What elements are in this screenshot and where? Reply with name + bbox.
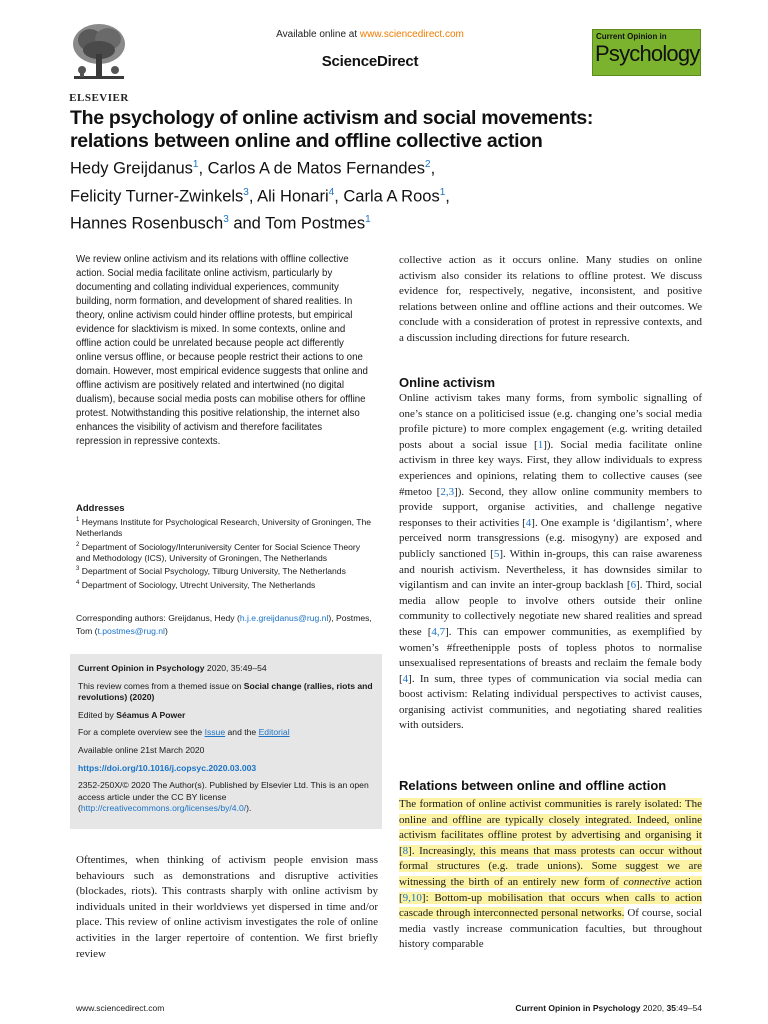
corresponding-authors [76, 612, 376, 638]
author-name: Tom Postmes [265, 214, 366, 233]
author-separator: , [198, 159, 208, 178]
highlighted-text: action [ [399, 875, 702, 904]
editorial-link[interactable]: Editorial [258, 727, 290, 738]
address-text: Department of Sociology/Interuniversity Center for Social Science Theory and Methodology (ICS), University of Groningen, The Netherlands [76, 541, 361, 563]
highlighted-italic: connective [623, 875, 671, 888]
highlighted-text: ]. Increasingly, this means that mass protests can occur without formal structures (e.g. trade unions). Some suggest we are witnessing the birth of an entirely new form of [399, 844, 702, 888]
paragraph-text: Online activism takes many forms, from symbolic signalling of one’s stance on a politicised issue (e.g. changing one’s social media profile picture) to more complex engagement (e.g. writing detailed posts about a social issue [ [399, 392, 702, 451]
address-item [76, 578, 376, 591]
reference-link[interactable]: 4 [525, 516, 532, 529]
reference-link[interactable]: 6 [630, 579, 637, 592]
title-line-1: The psychology of online activism and social movements: [70, 107, 594, 129]
citation-line [78, 663, 374, 675]
section-heading-online-activism: Online activism [399, 375, 496, 390]
abstract: We review online activism and its relations with offline collective action. Social media facilitate online activism, particularly by documenting and collating individual experiences, community building, norm formation, and development of shared realities. In theory, online activism could hinder offline protests, but empirical evidence for slacktivism is mixed. In some contexts, online and offline action could be unrelated because people act differently online versus offline, or because people restrict their actions to one domain. However, most empirical evidence suggests that online and offline activism are positively related and intertwined (no digital dualism), because social media posts can mobilise others for offline protest. Notwithstanding this positive relationship, the internet also enhances the visibility of activism and therefore facilitates repression in repressive contexts. [76, 254, 368, 447]
available-prefix: Available online at [276, 29, 360, 40]
corr-mid: ), Postmes, Tom ( [76, 613, 372, 636]
email-link[interactable]: h.j.e.greijdanus@rug.nl [239, 613, 329, 623]
highlighted-text: ]: Bottom-up mobilisation that occurs when calls to action cascade through interconnected personal networks. [399, 891, 702, 920]
intro-paragraph: Oftentimes, when thinking of activism people envision mass behaviours such as demonstrations and disruptive activities (blockades, riots). This contrasts sharply with online activism by individuals united in their worldviews yet dispersed in time and/or place. This review of online activism investigates the role of online activities in the larger repertoire of contention. We first briefly review [76, 854, 378, 960]
addresses-list [76, 515, 376, 591]
author-separator: , [248, 187, 258, 205]
address-item [76, 540, 376, 565]
citation-text: 2020, 35:49–54 [204, 663, 267, 673]
theme-prefix: This review comes from a themed issue on [78, 680, 244, 691]
relations-paragraph [399, 797, 702, 953]
affiliation-marker[interactable]: 4 [328, 186, 335, 198]
reference-link[interactable]: 4,7 [431, 625, 446, 638]
doi-link[interactable]: https://doi.org/10.1016/j.copsyc.2020.03.003 [78, 762, 257, 773]
paragraph-text: ]. Third, social media allow people to involve others outside their online community to collectively negotiate new shared realities and spread these [ [399, 579, 702, 638]
paragraph-text: ]. In sum, three types of communication via social media can boost activism: Relating individual perspectives to activist causes, organising activist communities, and negotiating shared realities with outsiders. [399, 672, 702, 732]
footer-volume: 35 [666, 1003, 676, 1013]
reference-link[interactable]: 5 [493, 547, 500, 560]
journal-badge-top: Current Opinion in [596, 32, 667, 41]
editor-name: Séamus A Power [116, 709, 186, 720]
author-separator: , [430, 159, 436, 178]
author-name: Hedy Greijdanus [70, 159, 193, 178]
platform-name: ScienceDirect [321, 53, 419, 70]
available-online [200, 29, 540, 40]
address-marker: 2 [76, 541, 80, 548]
author-list [70, 153, 710, 236]
paragraph-text: ]). Social media facilitate online activism in three key ways. First, they allow individuals to express experiences and opinions, relating them to collective causes (see #metoo [ [399, 438, 702, 498]
paragraph-text: ]). Second, they allow online community members to provide support, organise activities, and challenge negative responses to their activities [ [399, 485, 702, 529]
address-item [76, 515, 376, 540]
overview-prefix: For a complete overview see the [78, 727, 205, 738]
author-separator: , [445, 187, 450, 205]
theme-name: Social change (rallies, riots and revolutions) (2020) [78, 680, 373, 703]
email-link[interactable]: t.postmes@rug.nl [97, 626, 165, 636]
footer-url[interactable]: www.sciencedirect.com [76, 1003, 165, 1013]
elsevier-logo [68, 20, 130, 102]
affiliation-marker[interactable]: 3 [243, 186, 249, 198]
author-name: Ali Honari [257, 187, 329, 205]
affiliation-marker[interactable]: 3 [223, 214, 229, 225]
author-name: Carlos A de Matos Fernandes [207, 159, 426, 178]
reference-link[interactable]: 4 [402, 672, 409, 685]
elsevier-tree-icon [68, 20, 130, 86]
address-marker: 4 [76, 579, 80, 586]
address-text: Department of Social Psychology, Tilburg University, The Netherlands [81, 566, 346, 577]
publisher-logo-text: ELSEVIER [69, 92, 129, 104]
authors-line-2 [70, 181, 710, 209]
section-heading-relations: Relations between online and offline action [399, 778, 667, 793]
article-title [70, 107, 710, 153]
journal-name: Current Opinion in Psychology [78, 663, 205, 673]
author-separator: and [228, 214, 266, 233]
affiliation-marker[interactable]: 2 [425, 159, 431, 170]
paragraph-text: ]. This can empower communities, as exemplified by women’s #freethenipple posts of topless photos to normalise unsexualised representations of breasts and reclaim the female body [ [399, 625, 702, 685]
overview-and: and the [225, 727, 259, 738]
edited-prefix: Edited by [78, 709, 117, 720]
license-prefix: 2352-250X/© 2020 The Author(s). Published by Elsevier Ltd. This is an open access article under the CC BY license ( [78, 780, 369, 814]
paragraph-text: Of course, social media vastly increase communication faculties, but throughout history comparable [399, 907, 702, 951]
paragraph-text: ]. One example is ‘digilantism’, where perceived norm transgressions (e.g. misogyny) are exposed and publicly sanctioned [ [399, 516, 702, 560]
authors-line-3 [70, 208, 710, 236]
journal-badge-main: Psychology [595, 41, 700, 66]
editor-line [78, 710, 374, 722]
affiliation-marker[interactable]: 1 [365, 214, 371, 225]
address-marker: 3 [76, 566, 80, 573]
address-text: Department of Sociology, Utrecht University, The Netherlands [81, 579, 316, 590]
overview-line [78, 727, 374, 739]
address-item [76, 564, 376, 577]
reference-link[interactable]: 1 [537, 438, 544, 451]
license-link[interactable]: http://creativecommons.org/licenses/by/4.0/ [80, 803, 247, 814]
author-name: Carla A Roos [343, 187, 440, 205]
affiliation-marker[interactable]: 1 [439, 186, 446, 198]
reference-link[interactable]: 8 [402, 844, 409, 857]
license-suffix: ). [246, 803, 252, 814]
issue-link[interactable]: Issue [204, 727, 226, 738]
affiliation-marker[interactable]: 1 [192, 159, 199, 170]
reference-link[interactable]: 9,10 [402, 891, 422, 904]
footer-year: 2020, [640, 1003, 667, 1013]
author-separator: , [334, 187, 344, 205]
theme-line [78, 681, 374, 704]
journal-badge [592, 29, 701, 76]
corr-suffix: ) [164, 626, 168, 636]
author-name: Felicity Turner-Zwinkels [70, 187, 244, 205]
intro-continuation: collective action as it occurs online. Many studies on online activism also consider its relations to offline protest. We discuss evidence for, respectively, negative, inconsistent, and positive relations between online and offline actions and their outcomes. We conclude with a consideration of protest in repressive contexts, and a discussion including directions for future research. [399, 254, 702, 344]
available-date: Available online 21st March 2020 [78, 744, 205, 755]
footer-citation [430, 1003, 702, 1013]
sciencedirect-link[interactable]: www.sciencedirect.com [359, 29, 464, 40]
highlighted-text: The formation of online activist communities is rarely isolated: The online and offline are typically closely integrated. Indeed, online activism facilitates offline protest by advertising and organising it [ [399, 798, 702, 857]
online-activism-paragraph [399, 391, 702, 734]
addresses-heading: Addresses [76, 503, 125, 514]
paragraph-text: ]. Within in-groups, this can raise awareness and nourish activism. Nevertheless, it has downsides similar to vigilantism and can invite an inter-group backlash [ [399, 547, 702, 592]
authors-line-1 [70, 153, 710, 181]
footer-pages: :49–54 [676, 1003, 702, 1013]
title-line-2: relations between online and offline collective action [70, 130, 543, 152]
author-name: Hannes Rosenbusch [70, 214, 224, 233]
address-text: Heymans Institute for Psychological Research, University of Groningen, The Netherlands [76, 516, 372, 539]
article-info-box [70, 654, 382, 829]
license-line [78, 780, 374, 815]
address-marker: 1 [76, 517, 80, 523]
reference-link[interactable]: 2,3 [440, 485, 455, 498]
corr-prefix: Corresponding authors: Greijdanus, Hedy ( [76, 613, 240, 623]
footer-journal: Current Opinion in Psychology [515, 1003, 641, 1013]
